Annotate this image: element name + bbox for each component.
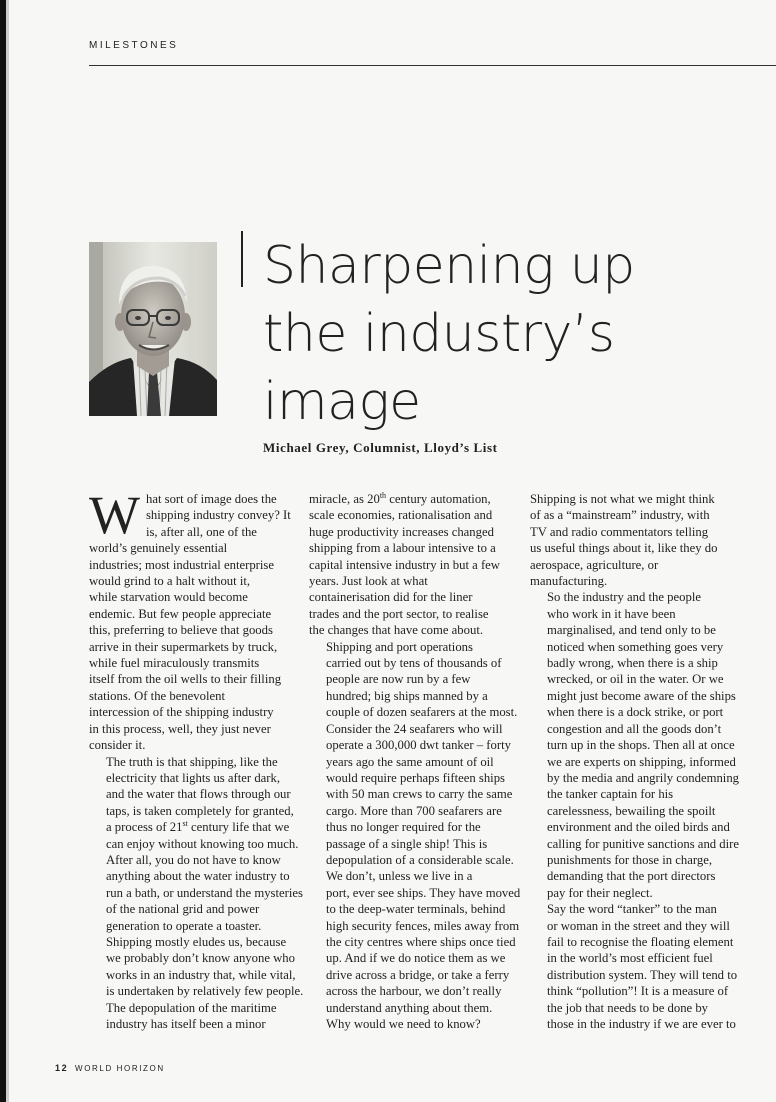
text-line: works in an industry that, while vital, — [106, 967, 296, 982]
text-line: calling for punitive sanctions and dire — [547, 836, 740, 851]
text-line: the city centres where ships once tied — [326, 934, 516, 949]
text-line: punishments for those in charge, — [547, 852, 713, 867]
page-number: 12 — [55, 1063, 69, 1073]
text-line: The depopulation of the maritime — [106, 1000, 277, 1015]
text-line: might just become aware of the ships — [547, 688, 736, 703]
text-line: of as a “mainstream” industry, with — [530, 508, 710, 523]
body-column-1 — [89, 485, 304, 1032]
text-line: badly wrong, when there is a ship — [547, 656, 718, 671]
text-line: huge productivity increases changed — [309, 524, 494, 539]
text-line: marginalised, and tend only to be — [547, 623, 716, 638]
byline: Michael Grey, Columnist, Lloyd’s List — [263, 440, 498, 455]
article-title — [263, 232, 743, 436]
text-line: understand anything about them. — [326, 1000, 493, 1015]
text-line: thus no longer required for the — [326, 820, 481, 835]
text-line: arrive in their supermarkets by truck, — [89, 639, 278, 654]
text-line: or woman in the street and they will — [547, 918, 730, 933]
text-line: wrecked, or oil in the water. Or we — [547, 672, 724, 687]
publication-name: WORLD HORIZON — [75, 1064, 165, 1073]
text-line: hat sort of image does the — [145, 492, 277, 506]
text-line: by the media and angrily condemning — [547, 770, 740, 785]
text-line: scale economies, rationalisation and — [309, 508, 493, 523]
text-line: anything about the water industry to — [106, 869, 290, 884]
text-line: pay for their neglect. — [547, 885, 653, 900]
text-line: intercession of the shipping industry — [89, 705, 274, 720]
text-line: congestion and all the goods don’t — [547, 721, 722, 736]
body-paragraph — [530, 491, 770, 589]
text-line: generation to operate a toaster. — [106, 918, 262, 933]
text-line: operate a 300,000 dwt tanker – forty — [326, 738, 511, 753]
text-line: passage of a single ship! This is — [326, 836, 488, 851]
text-line: who work in it have been — [547, 606, 676, 621]
text-line: while starvation would become — [89, 590, 248, 605]
title-line: the industry’s — [263, 304, 615, 364]
text-line: industry has itself been a minor — [106, 1017, 266, 1031]
text-line: Shipping and port operations — [326, 639, 473, 654]
text-line: miracle, as 20th century automation, — [309, 490, 491, 506]
body-paragraph — [530, 901, 770, 1032]
text-line: We don’t, unless we live in a — [326, 869, 473, 884]
text-line: endemic. But few people appreciate — [89, 606, 272, 621]
text-line: us useful things about it, like they do — [530, 541, 718, 556]
text-line: carelessness, bewailing the spoilt — [547, 803, 716, 818]
text-line: manufacturing. — [530, 574, 608, 589]
text-line: The truth is that shipping, like the — [106, 754, 278, 769]
text-line: shipping industry convey? It — [145, 508, 291, 523]
text-line: years. Just look at what — [309, 574, 428, 589]
body-paragraph — [309, 639, 518, 869]
body-paragraph — [89, 934, 304, 1032]
text-line: noticed when something goes very — [547, 639, 724, 654]
text-line: years ago the same amount of oil — [326, 754, 494, 769]
text-line: shipping from a labour intensive to a — [309, 541, 496, 556]
text-line: we probably don’t know anyone who — [106, 951, 295, 966]
text-line: consider it. — [89, 738, 146, 753]
page-spine-shadow — [6, 0, 9, 1102]
title-line: Sharpening up — [263, 236, 635, 296]
text-line: Why would we need to know? — [326, 1017, 481, 1031]
text-line: carried out by tens of thousands of — [326, 656, 502, 671]
text-line: this, preferring to believe that goods — [89, 623, 273, 638]
text-line: Shipping is not what we might think — [530, 492, 715, 506]
text-line: can enjoy without knowing too much. — [106, 836, 299, 851]
text-line: containerisation did for the liner — [309, 590, 473, 605]
text-line: high security fences, miles away from — [326, 918, 520, 933]
text-line: electricity that lights us after dark, — [106, 770, 281, 785]
text-line: distribution system. They will tend to — [547, 967, 738, 982]
text-line: TV and radio commentators telling — [530, 524, 709, 539]
text-line: itself from the oil wells to their filling — [89, 672, 282, 687]
text-line: trades and the port sector, to realise — [309, 606, 489, 621]
body-paragraph — [309, 868, 521, 1032]
text-line: up. And if we do notice them as we — [326, 951, 506, 966]
title-accent-bar — [241, 231, 243, 287]
drop-cap: W — [89, 485, 140, 545]
text-line: stations. Of the benevolent — [89, 688, 226, 703]
text-line: while fuel miraculously transmits — [89, 656, 260, 671]
text-line: Say the word “tanker” to the man — [547, 902, 717, 917]
body-paragraph — [530, 589, 770, 901]
text-line: would grind to a halt without it, — [89, 574, 251, 589]
text-line: industries; most industrial enterprise — [89, 557, 274, 572]
text-line: a process of 21st century life that we — [106, 818, 290, 835]
body-paragraph — [89, 754, 303, 934]
text-line: Consider the 24 seafarers who will — [326, 721, 503, 736]
text-line: when there is a dock strike, or port — [547, 705, 724, 720]
text-line: environment and the oiled birds and — [547, 820, 730, 835]
author-portrait — [89, 242, 217, 416]
page-footer — [55, 1063, 165, 1073]
text-line: is undertaken by relatively few people. — [106, 984, 304, 999]
text-line: turn up in the shops. Then all at once — [547, 738, 735, 753]
text-line: world’s genuinely essential — [89, 541, 228, 556]
text-line: the changes that have come about. — [309, 623, 484, 638]
text-line: is, after all, one of the — [145, 524, 257, 539]
text-line: the job that needs to be done by — [547, 1000, 709, 1015]
title-line: image — [263, 372, 421, 432]
text-line: think “pollution”! It is a measure of — [547, 984, 729, 999]
text-line: After all, you do not have to know — [106, 852, 281, 867]
text-line: of the national grid and power — [106, 902, 260, 917]
header-rule — [89, 65, 776, 66]
text-line: Shipping mostly eludes us, because — [106, 934, 287, 949]
text-line: fail to recognise the floating element — [547, 934, 734, 949]
body-column-3 — [530, 491, 770, 1032]
portrait-photo — [89, 242, 217, 416]
text-line: taps, is taken completely for granted, — [106, 803, 294, 818]
text-line: depopulation of a considerable scale. — [326, 852, 514, 867]
text-line: hundred; big ships manned by a — [326, 688, 488, 703]
text-line: run a bath, or understand the mysteries — [106, 885, 303, 900]
text-line: would require perhaps fifteen ships — [326, 770, 505, 785]
text-line: drive across a bridge, or take a ferry — [326, 967, 510, 982]
text-line: to the deep-water terminals, behind — [326, 902, 506, 917]
text-line: across the harbour, we don’t really — [326, 984, 502, 999]
text-line: those in the industry if we are ever to — [547, 1017, 736, 1031]
text-line: aerospace, agriculture, or — [530, 557, 659, 572]
text-line: people are now run by a few — [326, 672, 471, 687]
body-column-2 — [309, 490, 521, 1032]
text-line: with 50 man crews to carry the same — [326, 787, 513, 802]
section-label: MILESTONES — [89, 40, 179, 51]
text-line: in this process, well, they just never — [89, 721, 271, 736]
text-line: in the world’s most efficient fuel — [547, 951, 713, 966]
text-line: So the industry and the people — [547, 590, 701, 605]
text-line: and the water that flows through our — [106, 787, 291, 802]
text-line: couple of dozen seafarers at the most. — [326, 705, 518, 720]
body-paragraph — [89, 485, 291, 754]
body-paragraph — [309, 491, 509, 639]
text-line: the tanker captain for his — [547, 787, 674, 802]
text-line: demanding that the port directors — [547, 869, 716, 884]
text-line: port, ever see ships. They have moved — [326, 885, 521, 900]
text-line: we are experts on shipping, informed — [547, 754, 736, 769]
text-line: cargo. More than 700 seafarers are — [326, 803, 502, 818]
text-line: capital intensive industry in but a few — [309, 557, 500, 572]
